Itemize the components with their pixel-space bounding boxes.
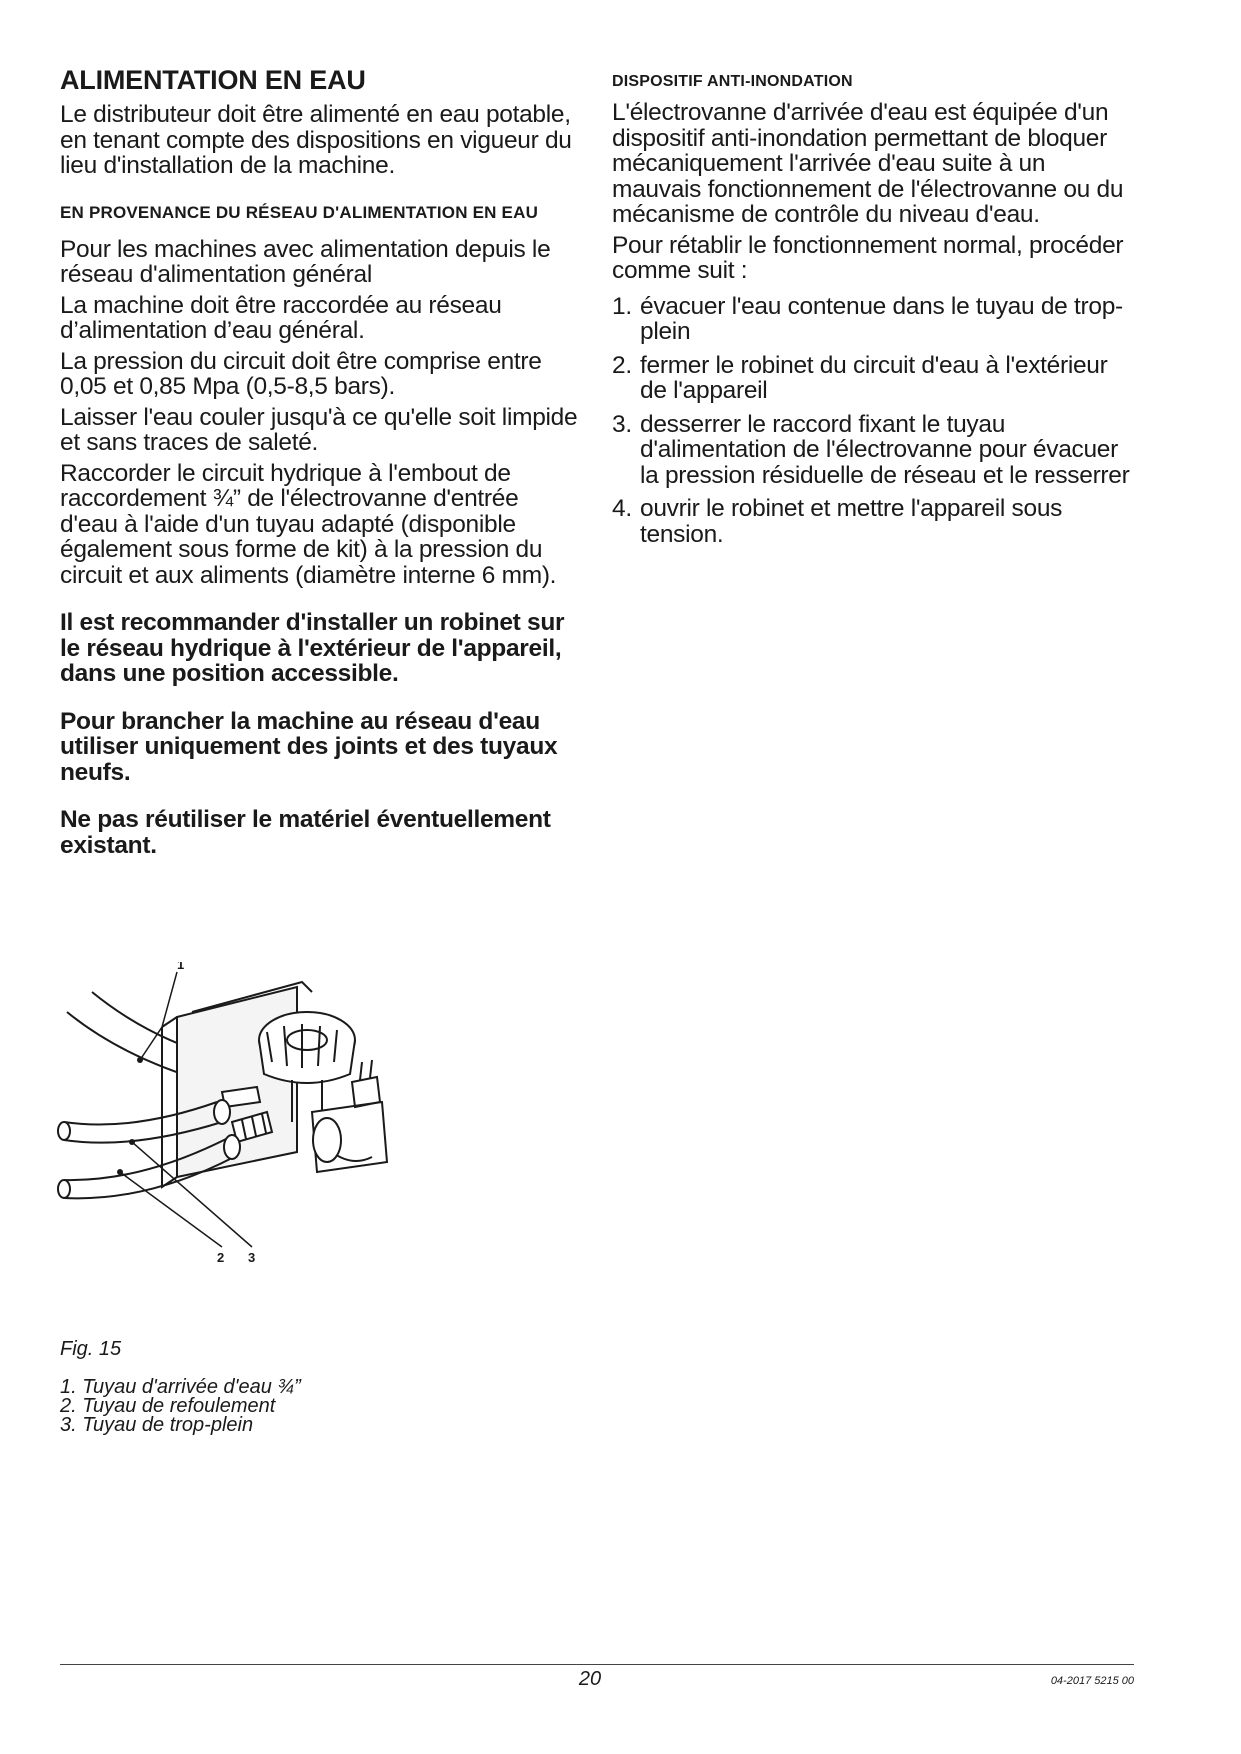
document-code: 04-2017 5215 00 xyxy=(1050,1675,1134,1687)
paragraph: Pour rétablir le fonctionnement normal, procéder comme suit : xyxy=(612,231,1124,284)
legend-item: 1. Tuyau d'arrivée d'eau ¾” xyxy=(60,1376,301,1398)
list-item xyxy=(612,496,1132,547)
page-number: 20 xyxy=(578,1668,602,1690)
paragraph: La machine doit être raccordée au réseau d’alimentation d’eau général. xyxy=(60,291,502,344)
paragraph: Pour les machines avec alimentation depuis le réseau d'alimentation général xyxy=(60,235,551,288)
left-column xyxy=(60,64,582,858)
callout-label: 3 xyxy=(248,1250,256,1265)
list-item xyxy=(612,353,1132,404)
paragraph: Laisser l'eau couler jusqu'à ce qu'elle soit limpide et sans traces de saleté. xyxy=(60,403,578,456)
paragraph: L'électrovanne d'arrivée d'eau est équipée d'un dispositif anti-inondation permettant de bloquer mécaniquement l'arrivée d'eau suite à un mauvais fonctionnement de l'électrovanne ou du mécanisme de contrôle du niveau d'eau. xyxy=(612,99,1124,228)
step-number: 2. xyxy=(612,351,632,379)
step-number: 4. xyxy=(612,495,632,522)
paragraph: La pression du circuit doit être comprise entre 0,05 et 0,85 Mpa (0,5-8,5 bars). xyxy=(60,347,542,400)
subheading-network-supply: EN PROVENANCE DU RÉSEAU D'ALIMENTATION EN EAU xyxy=(60,202,539,222)
step-text: évacuer l'eau contenue dans le tuyau de trop-plein xyxy=(640,292,1123,345)
intro-paragraph: Le distributeur doit être alimenté en eau potable, en tenant compte des dispositions en vigueur du lieu d'installation de la machine. xyxy=(60,101,572,179)
step-number: 1. xyxy=(612,292,632,320)
warning-paragraph: Pour brancher la machine au réseau d'eau utiliser uniquement des joints et des tuyaux neufs. xyxy=(60,707,558,786)
section-title: ALIMENTATION EN EAU xyxy=(60,65,366,95)
figure-caption: Fig. 15 xyxy=(60,1338,122,1360)
list-item xyxy=(612,412,1132,489)
step-text: desserrer le raccord fixant le tuyau d'alimentation de l'électrovanne pour évacuer la pression résiduelle de réseau et le resserrer xyxy=(640,410,1130,489)
step-text: ouvrir le robinet et mettre l'appareil sous tension. xyxy=(640,495,1063,548)
procedure-steps xyxy=(612,294,1132,548)
solenoid-valve-illustration xyxy=(52,962,452,1342)
callout-label: 1 xyxy=(177,962,185,972)
warning-paragraph: Il est recommander d'installer un robinet sur le réseau hydrique à l'extérieur de l'appareil, dans une position accessible. xyxy=(60,609,565,687)
warning-paragraph: Ne pas réutiliser le matériel éventuellement existant. xyxy=(60,806,551,859)
legend-item: 3. Tuyau de trop-plein xyxy=(60,1414,254,1436)
water-connection-figure xyxy=(52,962,452,1342)
right-column xyxy=(612,72,1132,555)
step-text: fermer le robinet du circuit d'eau à l'extérieur de l'appareil xyxy=(640,351,1108,404)
paragraph: Raccorder le circuit hydrique à l'embout de raccordement ¾” de l'électrovanne d'entrée d'eau à l'aide d'un tuyau adapté (disponible également sous forme de kit) à la pression du circuit et aux aliments (diamètre interne 6 mm). xyxy=(60,459,557,589)
callout-label: 2 xyxy=(217,1250,225,1265)
list-item xyxy=(612,294,1132,345)
footer-divider xyxy=(60,1664,1134,1665)
subheading-anti-flood: DISPOSITIF ANTI-INONDATION xyxy=(612,73,853,90)
step-number: 3. xyxy=(612,410,632,438)
legend-item: 2. Tuyau de refoulement xyxy=(60,1395,276,1417)
figure-legend xyxy=(60,1378,301,1435)
